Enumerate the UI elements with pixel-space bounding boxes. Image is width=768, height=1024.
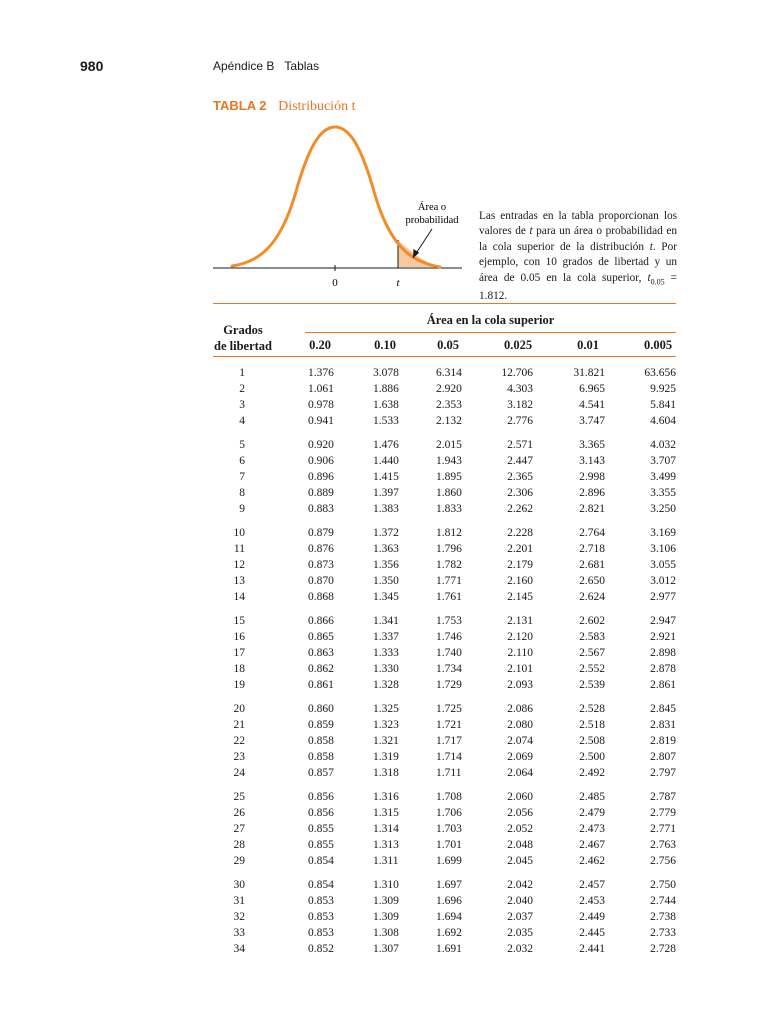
t-value-cell: 2.060 <box>507 791 533 804</box>
df-header: Grados de libertad <box>214 323 272 353</box>
t-value-cell: 0.865 <box>308 631 334 643</box>
t-value-cell: 9.925 <box>650 382 676 395</box>
t-value-cell: 1.308 <box>373 926 399 939</box>
t-value-cell: 2.947 <box>650 615 676 628</box>
t-value-cell: 1.699 <box>436 854 462 867</box>
t-value-cell: 2.445 <box>579 926 605 939</box>
t-value-cell: 1.372 <box>373 527 399 540</box>
area-label-line2: probabilidad <box>405 215 459 226</box>
table-row <box>0 487 768 503</box>
table-row <box>0 911 768 927</box>
df-cell: 27 <box>233 822 245 835</box>
t-value-cell: 2.447 <box>507 455 533 467</box>
t-value-cell: 2.763 <box>650 838 676 851</box>
t-value-cell: 2.650 <box>579 574 605 587</box>
t-value-cell: 4.541 <box>579 398 605 411</box>
t-value-cell: 1.476 <box>373 439 399 452</box>
t-value-cell: 1.310 <box>373 879 399 892</box>
t-value-cell: 2.819 <box>650 734 676 747</box>
t-value-cell: 1.323 <box>373 719 399 731</box>
t-value-cell: 0.855 <box>308 822 334 835</box>
t-value-cell: 0.854 <box>308 879 334 892</box>
t-value-cell: 2.738 <box>650 910 676 923</box>
t-value-cell: 1.721 <box>436 719 462 731</box>
t-value-cell: 2.539 <box>579 678 605 691</box>
t-value-cell: 1.860 <box>436 486 462 499</box>
t-value-cell: 2.032 <box>507 942 533 955</box>
t-value-cell: 2.787 <box>650 791 676 804</box>
t-value-cell: 0.920 <box>308 439 334 452</box>
t-value-cell: 2.528 <box>579 703 605 716</box>
t-value-cell: 1.796 <box>436 543 462 555</box>
t-value-cell: 12.706 <box>501 367 533 379</box>
t-value-cell: 63.656 <box>644 367 676 379</box>
t-value-cell: 0.858 <box>308 750 334 763</box>
t-value-cell: 0.856 <box>308 791 334 804</box>
t-value-cell: 5.841 <box>650 398 676 411</box>
table-row <box>0 735 768 751</box>
df-cell: 20 <box>233 703 245 716</box>
t-value-cell: 2.602 <box>579 615 605 628</box>
t-value-cell: 1.725 <box>436 703 462 716</box>
t-value-cell: 1.337 <box>373 631 399 643</box>
t-value-cell: 0.876 <box>308 543 334 555</box>
t-value-cell: 2.160 <box>507 574 533 587</box>
df-cell: 32 <box>233 910 245 923</box>
t-value-cell: 1.350 <box>373 574 399 587</box>
df-cell: 8 <box>239 486 245 499</box>
table-row <box>0 455 768 471</box>
t-value-cell: 0.866 <box>308 615 334 628</box>
t-value-cell: 3.169 <box>650 527 676 540</box>
table-name: Distribución t <box>278 99 356 114</box>
t-value-cell: 1.314 <box>373 822 399 835</box>
t-value-cell: 2.567 <box>579 646 605 659</box>
table-label: TABLA 2 <box>213 98 267 113</box>
t-value-cell: 1.694 <box>436 910 462 923</box>
table-row <box>0 927 768 943</box>
t-value-cell: 2.179 <box>507 558 533 571</box>
page-number: 980 <box>80 58 104 74</box>
df-cell: 22 <box>233 734 245 747</box>
df-cell: 5 <box>239 439 245 452</box>
table-row <box>0 471 768 487</box>
df-cell: 12 <box>233 558 245 571</box>
df-cell: 26 <box>233 807 245 819</box>
running-head-part: Apéndice B <box>213 59 275 73</box>
table-row <box>0 791 768 807</box>
t-value-cell: 1.309 <box>373 910 399 923</box>
t-value-cell: 2.821 <box>579 502 605 515</box>
table-description: Las entradas en la tabla proporcionan los valores de t para un área o probabilidad en la cola superior de la distribución t. Por ejemplo, con 10 grados de libertad y un área de 0.05 en la cola superior, $t_{0.05} = 1.812$. <box>479 210 677 303</box>
t-value-cell: 1.533 <box>373 414 399 427</box>
t-value-cell: 2.037 <box>507 910 533 923</box>
df-cell: 25 <box>233 791 245 804</box>
t-value-cell: 1.383 <box>373 502 399 515</box>
t-value-cell: 2.500 <box>579 750 605 763</box>
t-value-cell: 2.485 <box>579 791 605 804</box>
table-row <box>0 703 768 719</box>
t-value-cell: 1.895 <box>436 470 462 483</box>
t-value-cell: 0.852 <box>308 942 334 955</box>
t-value-cell: 2.756 <box>650 854 676 867</box>
df-cell: 19 <box>233 678 245 691</box>
t-value-cell: 2.845 <box>650 703 676 716</box>
t-value-cell: 1.706 <box>436 807 462 819</box>
t-value-cell: 2.779 <box>650 807 676 819</box>
t-value-cell: 2.807 <box>650 750 676 763</box>
t-value-cell: 2.201 <box>507 543 533 555</box>
t-value-cell: 4.303 <box>507 382 533 395</box>
t-value-cell: 2.074 <box>507 734 533 747</box>
t-value-cell: 1.316 <box>373 791 399 804</box>
t-value-cell: 1.313 <box>373 838 399 851</box>
t-value-cell: 2.896 <box>579 486 605 499</box>
t-value-cell: 2.353 <box>436 398 462 411</box>
t-value-cell: 1.345 <box>373 590 399 603</box>
t-value-cell: 6.314 <box>436 367 462 379</box>
table-row <box>0 503 768 519</box>
table-row <box>0 575 768 591</box>
t-value-cell: 1.315 <box>373 807 399 819</box>
t-value-cell: 1.307 <box>373 942 399 955</box>
df-cell: 24 <box>233 766 245 779</box>
t-value-cell: 2.449 <box>579 910 605 923</box>
t-value-cell: 3.355 <box>650 486 676 499</box>
t-value-cell: 2.583 <box>579 631 605 643</box>
t-value-cell: 1.886 <box>373 382 399 395</box>
t-value-cell: 3.747 <box>579 414 605 427</box>
df-cell: 28 <box>233 838 245 851</box>
t-value-cell: 2.624 <box>579 590 605 603</box>
df-cell: 23 <box>233 750 245 763</box>
t-value-cell: 2.069 <box>507 750 533 763</box>
t-value-cell: 0.896 <box>308 470 334 483</box>
t-value-cell: 2.681 <box>579 558 605 571</box>
t-value-cell: 3.499 <box>650 470 676 483</box>
t-value-cell: 2.771 <box>650 822 676 835</box>
df-cell: 33 <box>233 926 245 939</box>
t-value-cell: 1.376 <box>308 367 334 379</box>
t-value-cell: 2.552 <box>579 662 605 675</box>
col-header-0.01: 0.01 <box>577 338 599 352</box>
col-header-0.10: 0.10 <box>374 338 396 352</box>
col-header-0.05: 0.05 <box>437 338 459 352</box>
t-value-cell: 2.750 <box>650 879 676 892</box>
t-value-cell: 0.906 <box>308 455 334 467</box>
t-value-cell: 2.518 <box>579 719 605 731</box>
t-value-cell: 1.753 <box>436 615 462 628</box>
table-row <box>0 647 768 663</box>
running-head-title: Tablas <box>284 59 320 73</box>
table-row <box>0 767 768 783</box>
t-value-cell: 1.701 <box>436 838 462 851</box>
t-value-cell: 1.309 <box>373 895 399 907</box>
t-value-cell: 1.943 <box>436 455 462 467</box>
t-value-cell: 1.061 <box>308 382 334 395</box>
t-value-cell: 4.032 <box>650 439 676 452</box>
t-value-cell: 1.321 <box>373 734 399 747</box>
t-value-cell: 1.691 <box>436 942 462 955</box>
t-value-cell: 2.462 <box>579 854 605 867</box>
t-value-cell: 0.883 <box>308 502 334 515</box>
table-row <box>0 399 768 415</box>
t-value-cell: 31.821 <box>573 367 605 379</box>
t-value-cell: 1.714 <box>436 750 462 763</box>
t-value-cell: 2.110 <box>507 646 533 659</box>
df-cell: 18 <box>233 662 245 675</box>
t-value-cell: 1.397 <box>373 486 399 499</box>
t-value-cell: 1.740 <box>436 646 462 659</box>
table-row <box>0 943 768 959</box>
t-value-cell: 1.325 <box>373 703 399 716</box>
df-cell: 21 <box>233 719 245 731</box>
t-value-cell: 3.055 <box>650 558 676 571</box>
t-value-cell: 1.703 <box>436 822 462 835</box>
t-value-cell: 2.998 <box>579 470 605 483</box>
t-value-cell: 1.319 <box>373 750 399 763</box>
t-value-cell: 0.855 <box>308 838 334 851</box>
table-row <box>0 631 768 647</box>
t-value-cell: 2.064 <box>507 766 533 779</box>
t-value-cell: 0.859 <box>308 719 334 731</box>
t-value-cell: 1.341 <box>373 615 399 628</box>
t-value-cell: 3.250 <box>650 502 676 515</box>
t-value-cell: 2.831 <box>650 719 676 731</box>
table-row <box>0 543 768 559</box>
t-value-cell: 2.042 <box>507 879 533 892</box>
area-label-line1: Área o <box>417 202 447 213</box>
t-value-cell: 0.941 <box>308 414 334 427</box>
t-value-cell: 0.857 <box>308 766 334 779</box>
table-row <box>0 559 768 575</box>
df-cell: 2 <box>239 382 245 395</box>
t-value-cell: 0.853 <box>308 910 334 923</box>
col-header-0.20: 0.20 <box>309 338 331 352</box>
table-row <box>0 807 768 823</box>
t-value-cell: 2.878 <box>650 662 676 675</box>
t-value-cell: 0.879 <box>308 527 334 540</box>
t-value-cell: 2.228 <box>507 527 533 540</box>
t-value-cell: 1.363 <box>373 543 399 555</box>
df-cell: 15 <box>233 615 245 628</box>
table-row <box>0 663 768 679</box>
t-value-cell: 2.920 <box>436 382 462 395</box>
t-value-cell: 1.415 <box>373 470 399 483</box>
table-row <box>0 839 768 855</box>
table-row <box>0 879 768 895</box>
t-value-cell: 2.052 <box>507 822 533 835</box>
t-value-cell: 2.457 <box>579 879 605 892</box>
t-value-cell: 2.492 <box>579 766 605 779</box>
t-value-cell: 1.330 <box>373 662 399 675</box>
t-value-cell: 2.131 <box>507 615 533 628</box>
t-value-cell: 1.771 <box>436 574 462 587</box>
t-value-cell: 2.728 <box>650 942 676 955</box>
t-value-cell: 3.707 <box>650 455 676 467</box>
table-row <box>0 439 768 455</box>
t-value-cell: 1.440 <box>373 455 399 467</box>
t-value-cell: 1.761 <box>436 590 462 603</box>
t-value-cell: 2.015 <box>436 439 462 452</box>
t-value-cell: 2.467 <box>579 838 605 851</box>
table-row <box>0 591 768 607</box>
t-value-cell: 2.921 <box>650 631 676 643</box>
df-cell: 29 <box>233 854 245 867</box>
t-value-cell: 2.733 <box>650 926 676 939</box>
t-value-cell: 1.696 <box>436 895 462 907</box>
table-row <box>0 855 768 871</box>
t-value-cell: 1.356 <box>373 558 399 571</box>
t-value-cell: 1.328 <box>373 678 399 691</box>
t-value-cell: 2.056 <box>507 807 533 819</box>
t-value-cell: 0.870 <box>308 574 334 587</box>
col-header-0.025: 0.025 <box>503 338 533 352</box>
table-row <box>0 415 768 431</box>
df-cell: 7 <box>239 470 245 483</box>
t-value-cell: 2.764 <box>579 527 605 540</box>
table-row <box>0 367 768 383</box>
t-value-cell: 2.040 <box>507 895 533 907</box>
t-value-cell: 0.854 <box>308 854 334 867</box>
df-cell: 34 <box>233 942 245 955</box>
df-cell: 1 <box>239 367 245 379</box>
df-cell: 13 <box>233 574 245 587</box>
t-value-cell: 3.365 <box>579 439 605 452</box>
t-value-cell: 1.711 <box>436 766 462 779</box>
t-value-cell: 2.898 <box>650 646 676 659</box>
t-value-cell: 2.718 <box>579 543 605 555</box>
df-cell: 10 <box>233 527 245 540</box>
t-value-cell: 0.978 <box>308 398 334 411</box>
df-cell: 16 <box>233 631 245 643</box>
df-cell: 3 <box>239 398 245 411</box>
t-value-cell: 2.045 <box>507 854 533 867</box>
t-value-cell: 3.078 <box>373 367 399 379</box>
t-value-cell: 1.318 <box>373 766 399 779</box>
t-value-cell: 2.132 <box>436 414 462 427</box>
t-value-cell: 2.120 <box>507 631 533 643</box>
t-value-cell: 3.106 <box>650 543 676 555</box>
t-value-cell: 1.746 <box>436 631 462 643</box>
table-row <box>0 383 768 399</box>
t-value-cell: 1.311 <box>373 854 399 867</box>
t-value-cell: 2.035 <box>507 926 533 939</box>
t-value-cell: 2.479 <box>579 807 605 819</box>
t-value-cell: 2.086 <box>507 703 533 716</box>
t-value-cell: 1.833 <box>436 502 462 515</box>
t-value-cell: 0.863 <box>308 646 334 659</box>
t-value-cell: 3.182 <box>507 398 533 411</box>
t-value-cell: 2.571 <box>507 439 533 452</box>
t-value-cell: 0.861 <box>308 678 334 691</box>
df-cell: 14 <box>233 590 245 603</box>
t-value-cell: 0.889 <box>308 486 334 499</box>
df-cell: 9 <box>239 502 245 515</box>
t-value-cell: 1.333 <box>373 646 399 659</box>
t-value-cell: 1.717 <box>436 734 462 747</box>
t-value-cell: 6.965 <box>579 382 605 395</box>
t-value-cell: 0.860 <box>308 703 334 716</box>
t-value-cell: 2.101 <box>507 662 533 675</box>
t-value-cell: 0.853 <box>308 895 334 907</box>
table-row <box>0 719 768 735</box>
t-value-cell: 2.145 <box>507 590 533 603</box>
table-row <box>0 527 768 543</box>
t-value-cell: 1.782 <box>436 558 462 571</box>
table-row <box>0 895 768 911</box>
t-value-cell: 0.853 <box>308 926 334 939</box>
zero-label: 0 <box>332 277 338 289</box>
t-value-cell: 0.858 <box>308 734 334 747</box>
t-value-cell: 3.143 <box>579 455 605 467</box>
t-value-cell: 2.508 <box>579 734 605 747</box>
area-header: Área en la cola superior <box>426 313 555 327</box>
t-value-cell: 0.856 <box>308 807 334 819</box>
t-value-cell: 2.306 <box>507 486 533 499</box>
t-value-cell: 2.861 <box>650 678 676 691</box>
t-value-cell: 0.873 <box>308 558 334 571</box>
t-value-cell: 4.604 <box>650 414 676 427</box>
table-row <box>0 679 768 695</box>
t-value-cell: 2.453 <box>579 895 605 907</box>
t-value-cell: 0.862 <box>308 662 334 675</box>
t-value-cell: 1.729 <box>436 678 462 691</box>
t-value-cell: 1.734 <box>436 662 462 675</box>
t-value-cell: 1.708 <box>436 791 462 804</box>
df-cell: 6 <box>239 455 245 467</box>
t-value-cell: 2.977 <box>650 590 676 603</box>
df-cell: 17 <box>233 646 245 659</box>
t-value-cell: 2.441 <box>579 942 605 955</box>
t-value-cell: 1.812 <box>436 527 462 540</box>
df-cell: 30 <box>233 879 245 892</box>
t-label: t <box>396 277 400 289</box>
t-value-cell: 0.868 <box>308 590 334 603</box>
t-value-cell: 2.093 <box>507 678 533 691</box>
df-cell: 4 <box>239 414 245 427</box>
t-value-cell: 1.638 <box>373 398 399 411</box>
df-cell: 11 <box>233 543 245 555</box>
df-cell: 31 <box>233 895 245 907</box>
t-value-cell: 2.080 <box>507 719 533 731</box>
table-row <box>0 823 768 839</box>
t-value-cell: 2.797 <box>650 766 676 779</box>
t-value-cell: 2.744 <box>650 895 676 907</box>
table-row <box>0 751 768 767</box>
table-row <box>0 615 768 631</box>
t-value-cell: 3.012 <box>650 574 676 587</box>
t-value-cell: 1.697 <box>436 879 462 892</box>
t-value-cell: 1.692 <box>436 926 462 939</box>
t-value-cell: 2.776 <box>507 414 533 427</box>
t-value-cell: 2.473 <box>579 822 605 835</box>
col-header-0.005: 0.005 <box>643 338 673 352</box>
t-value-cell: 2.048 <box>507 838 533 851</box>
t-value-cell: 2.365 <box>507 470 533 483</box>
t-value-cell: 2.262 <box>507 502 533 515</box>
